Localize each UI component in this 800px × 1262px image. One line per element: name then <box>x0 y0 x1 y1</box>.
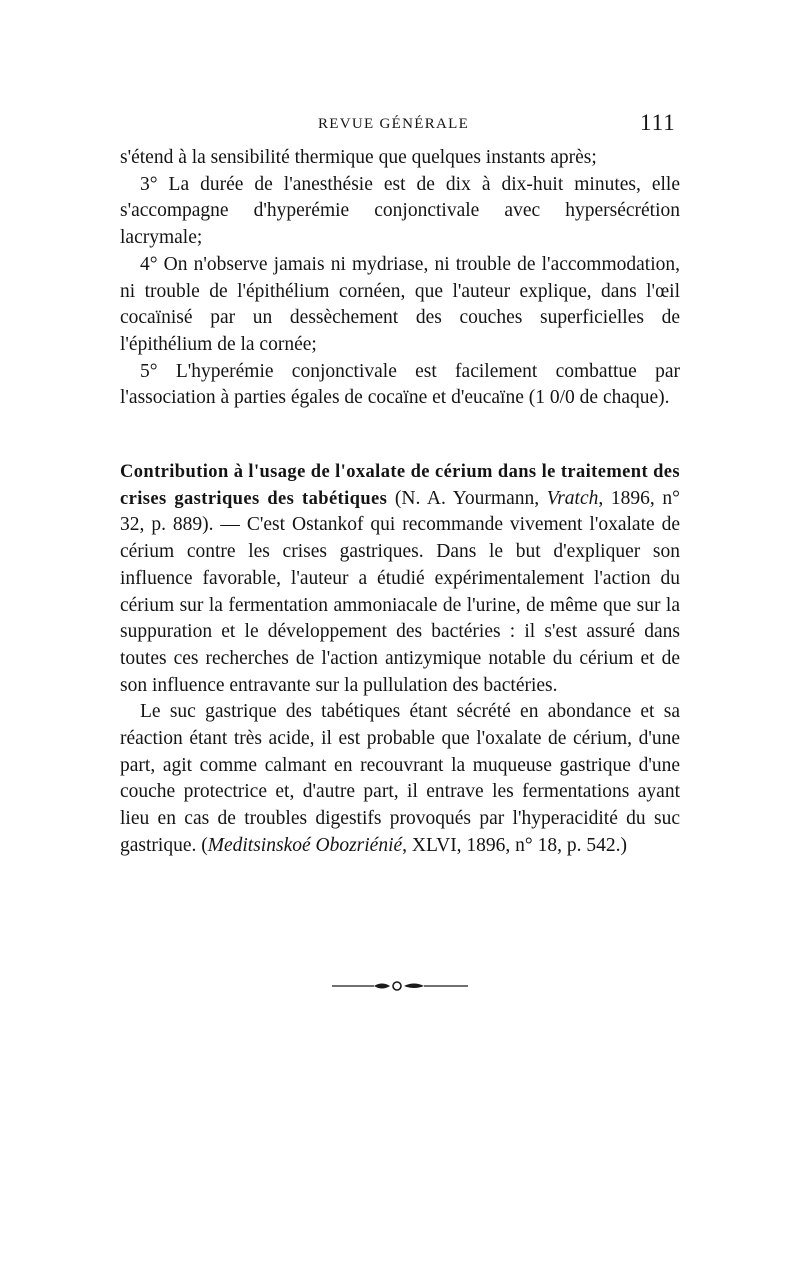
page-header <box>0 110 800 140</box>
article-section <box>120 459 680 860</box>
numbered-paragraph-4: 4° On n'observe jamais ni mydriase, ni trouble de l'accommodation, ni trouble de l'épithélium cornéen, que l'auteur explique, dans l'œil cocaïnisé par un dessèchement des couches superficielles de l'épithélium de la cornée; <box>120 253 680 355</box>
continuation-text <box>120 145 680 412</box>
page-number: 111 <box>640 110 676 135</box>
numbered-paragraph-5: 5° L'hyperémie conjonctivale est facilement combattue par l'association à parties égales de cocaïne et d'eucaïne (1 0/0 de chaque). <box>120 360 680 409</box>
source-reference: , XLVI, 1896, n° 18, p. 542.) <box>402 834 627 856</box>
running-head: REVUE GÉNÉRALE <box>318 116 470 132</box>
continuation-line: s'étend à la sensibilité thermique que quelques instants après; <box>120 147 597 168</box>
article-first-paragraph <box>120 459 680 699</box>
article-body-2: Le suc gastrique des tabétiques étant sécrété en abondance et sa réaction étant très acide, il est probable que l'oxalate de cérium, d'une part, agit comme calmant en recouvrant la muqueuse gastrique d'une couche protectrice et, d'autre part, il entrave les fermentations ayant lieu en cas de troubles digestifs provoqués par l'hyperacidité du suc gastrique. ( <box>120 701 680 856</box>
article-journal: Vratch <box>546 487 599 509</box>
numbered-paragraph-3: 3° La durée de l'anesthésie est de dix à dix-huit minutes, elle s'accompagne d'hyperémie conjonctivale avec hypersécrétion lacrymale; <box>120 173 680 249</box>
article-title: Contribution à l'usage de l'oxalate de cérium dans le traitement des crises gastriques des tabétiques <box>120 462 680 509</box>
article-authors: (N. A. Yourmann, <box>387 487 547 509</box>
article-body: , 1896, n° 32, p. 889). — C'est Ostankof qui recommande vivement l'oxalate de cérium contre les crises gastriques. Dans le but d'expliquer son influence favorable, l'auteur a étudié expérimentalement l'action du cérium sur la fermentation ammoniacale de l'urine, de même que sur la suppuration et le développement des bactéries : il s'est assuré dans toutes ces recherches de l'action antizymique notable du cérium et de son influence entravante sur la pullulation des bactéries. <box>120 487 680 696</box>
end-of-article-ornament-icon <box>330 975 470 997</box>
source-journal: Meditsinskoé Obozriénié <box>207 834 403 856</box>
article-second-paragraph <box>120 699 680 859</box>
